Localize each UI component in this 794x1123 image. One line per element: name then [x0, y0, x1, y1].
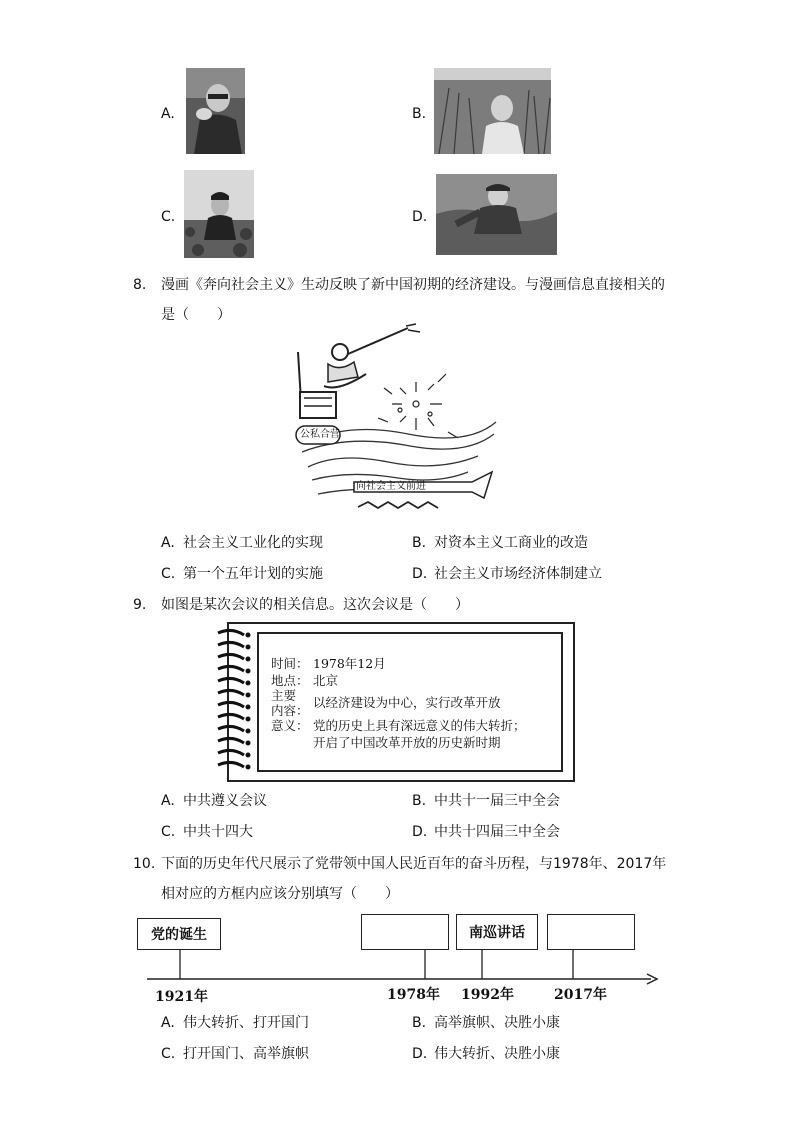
photo-man-rice-field — [434, 68, 551, 154]
question-stem: 漫画《奔向社会主义》生动反映了新中国初期的经济建设。与漫画信息直接相关的 — [161, 277, 665, 293]
question-number: 8. — [133, 277, 147, 293]
timeline-box-1921: 党的诞生 — [137, 918, 221, 950]
option-b-text: 高举旗帜、决胜小康 — [434, 1015, 560, 1031]
option-a-letter: A. — [161, 793, 175, 809]
option-b-letter: B. — [412, 106, 427, 122]
option-c-letter: C. — [161, 1046, 176, 1062]
cartoon-label-public-private: 公私合营 — [300, 429, 340, 440]
cartoon-banner-text: 向社会主义前进 — [356, 481, 426, 492]
question-stem: 下面的历史年代尺展示了党带领中国人民近百年的奋斗历程，与1978年、2017年 — [161, 856, 667, 872]
timeline-year-1992: 1992年 — [461, 987, 514, 1003]
option-a-text: 中共遵义会议 — [183, 793, 267, 809]
option-a-text: 伟大转折、打开国门 — [183, 1015, 309, 1031]
cartoon-drawing — [288, 322, 503, 525]
notebook-time-value: 1978年12月 — [313, 656, 386, 671]
history-timeline — [135, 912, 665, 1012]
question-number: 10. — [133, 856, 156, 872]
option-d-text: 中共十四届三中全会 — [434, 824, 560, 840]
option-d-letter: D. — [412, 209, 428, 225]
timeline-box-2017 — [547, 914, 635, 950]
notebook-meaning-label: 意义： — [271, 718, 309, 733]
option-a-letter: A. — [161, 1015, 175, 1031]
notebook-time-label: 时间： — [271, 656, 309, 671]
option-c-text: 中共十四大 — [183, 824, 253, 840]
option-b-text: 中共十一届三中全会 — [434, 793, 560, 809]
timeline-box-1978 — [361, 914, 449, 950]
option-b-letter: B. — [412, 1015, 427, 1031]
timeline-year-2017: 2017年 — [554, 987, 607, 1003]
question-stem-continued: 是（ ） — [161, 307, 231, 323]
photo-man-glasses — [186, 68, 245, 154]
option-d-text: 伟大转折、决胜小康 — [434, 1046, 560, 1062]
question-number: 9. — [133, 597, 147, 613]
notebook-content-label: 主要 — [271, 688, 297, 703]
option-d-text: 社会主义市场经济体制建立 — [434, 566, 602, 582]
notebook-content-value: 以经济建设为中心，实行改革开放 — [313, 695, 501, 710]
notebook-content-label-2: 内容： — [271, 703, 309, 718]
notebook-meaning-value-2: 开启了中国改革开放的历史新时期 — [313, 735, 501, 750]
timeline-year-1921: 1921年 — [155, 989, 208, 1005]
question-stem: 如图是某次会议的相关信息。这次会议是（ ） — [161, 597, 469, 613]
option-c-letter: C. — [161, 209, 176, 225]
option-a-letter: A. — [161, 106, 175, 122]
timeline-box-1992: 南巡讲话 — [456, 914, 538, 950]
option-d-letter: D. — [412, 1046, 428, 1062]
question-stem-continued: 相对应的方框内应该分别填写（ ） — [161, 886, 399, 902]
option-a-text: 社会主义工业化的实现 — [183, 535, 323, 551]
meeting-notebook — [214, 621, 576, 783]
option-b-text: 对资本主义工商业的改造 — [434, 535, 588, 551]
option-c-text: 第一个五年计划的实施 — [183, 566, 323, 582]
notebook-meaning-value: 党的历史上具有深远意义的伟大转折； — [313, 718, 526, 733]
photo-young-man-field — [184, 170, 254, 258]
photo-man-in-mud — [436, 174, 557, 255]
option-d-letter: D. — [412, 566, 428, 582]
option-b-letter: B. — [412, 535, 427, 551]
option-c-text: 打开国门、高举旗帜 — [183, 1046, 309, 1062]
notebook-place-value: 北京 — [313, 673, 339, 688]
option-c-letter: C. — [161, 566, 176, 582]
option-d-letter: D. — [412, 824, 428, 840]
option-a-letter: A. — [161, 535, 175, 551]
option-c-letter: C. — [161, 824, 176, 840]
option-b-letter: B. — [412, 793, 427, 809]
timeline-year-1978: 1978年 — [387, 987, 440, 1003]
notebook-place-label: 地点： — [271, 673, 309, 688]
